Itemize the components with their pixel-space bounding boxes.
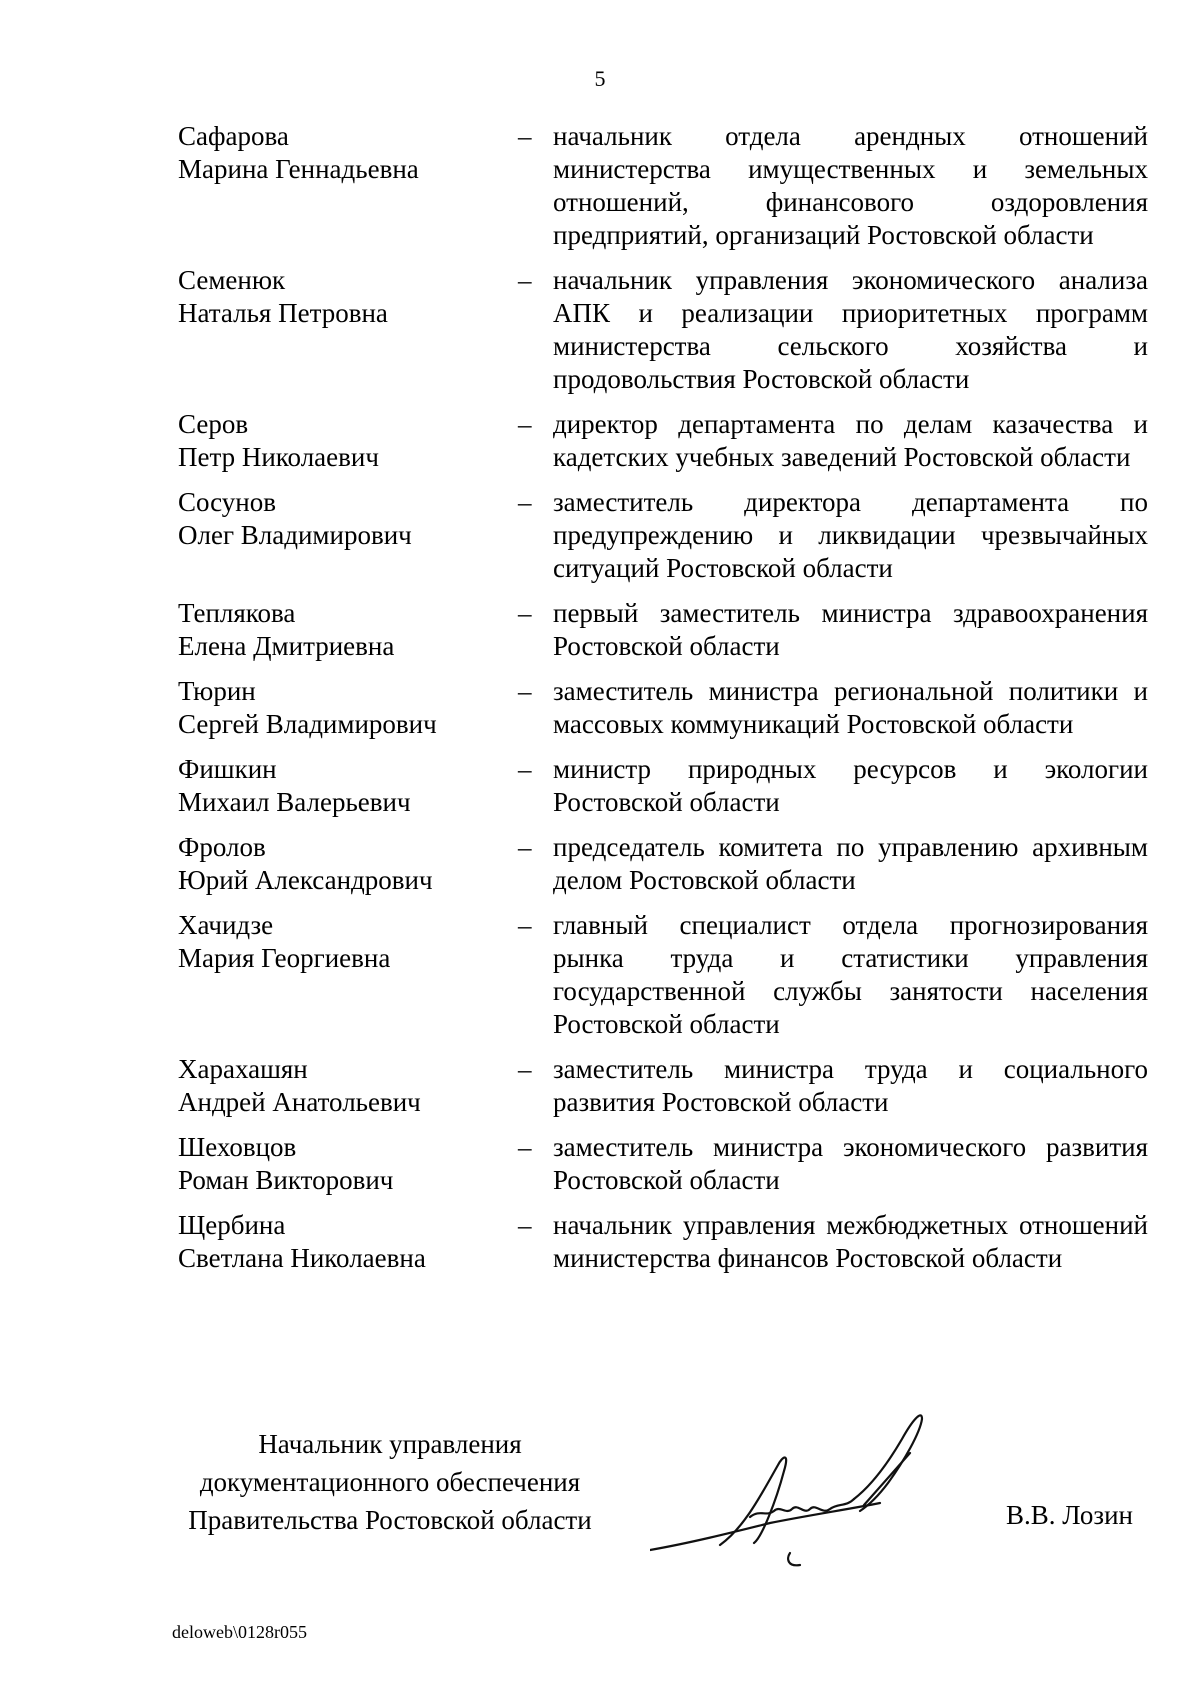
dash-separator: – bbox=[518, 409, 532, 439]
list-item bbox=[178, 408, 1148, 474]
person-name bbox=[178, 753, 518, 819]
person-name bbox=[178, 831, 518, 897]
dash-separator: – bbox=[518, 1210, 532, 1240]
list-item bbox=[178, 264, 1148, 396]
person-name bbox=[178, 120, 518, 186]
surname: Фролов bbox=[178, 832, 266, 862]
person-name bbox=[178, 909, 518, 975]
person-name bbox=[178, 1131, 518, 1197]
given-names: Сергей Владимирович bbox=[178, 709, 437, 739]
signer-name: В.В. Лозин bbox=[1006, 1500, 1133, 1530]
person-position: министр природных ресурсов и экологии Ростовской области bbox=[553, 754, 1148, 817]
dash-separator: – bbox=[518, 265, 532, 295]
person-position: первый заместитель министра здравоохранения Ростовской области bbox=[553, 598, 1148, 661]
signatory-title bbox=[170, 1425, 610, 1539]
given-names: Елена Дмитриевна bbox=[178, 631, 395, 661]
person-name bbox=[178, 597, 518, 663]
person-name bbox=[178, 486, 518, 552]
dash-separator: – bbox=[518, 910, 532, 940]
surname: Теплякова bbox=[178, 598, 296, 628]
handwritten-signature bbox=[650, 1405, 950, 1585]
list-item bbox=[178, 675, 1148, 741]
given-names: Андрей Анатольевич bbox=[178, 1087, 421, 1117]
given-names: Михаил Валерьевич bbox=[178, 787, 411, 817]
document-code: deloweb\0128r055 bbox=[172, 1622, 307, 1642]
person-position: председатель комитета по управлению архивным делом Ростовской области bbox=[553, 832, 1148, 895]
person-position: заместитель министра труда и социального развития Ростовской области bbox=[553, 1054, 1148, 1117]
list-item bbox=[178, 1131, 1148, 1197]
surname: Серов bbox=[178, 409, 249, 439]
list-item bbox=[178, 753, 1148, 819]
person-position: начальник управления межбюджетных отношений министерства финансов Ростовской области bbox=[553, 1210, 1148, 1273]
list-item bbox=[178, 120, 1148, 252]
surname: Фишкин bbox=[178, 754, 277, 784]
list-item bbox=[178, 1053, 1148, 1119]
surname: Шеховцов bbox=[178, 1132, 297, 1162]
person-position: заместитель директора департамента по предупреждению и ликвидации чрезвычайных ситуаций Ростовской области bbox=[553, 487, 1148, 583]
dash-separator: – bbox=[518, 487, 532, 517]
surname: Харахашян bbox=[178, 1054, 308, 1084]
person-name bbox=[178, 1053, 518, 1119]
person-position: главный специалист отдела прогнозирования рынка труда и статистики управления государственной службы занятости населения Ростовской области bbox=[553, 910, 1148, 1039]
dash-separator: – bbox=[518, 121, 532, 151]
surname: Сосунов bbox=[178, 487, 277, 517]
surname: Щербина bbox=[178, 1210, 286, 1240]
list-item bbox=[178, 486, 1148, 585]
person-name bbox=[178, 408, 518, 474]
person-position: начальник управления экономического анализа АПК и реализации приоритетных программ министерства сельского хозяйства и продовольствия Ростовской области bbox=[553, 265, 1148, 394]
given-names: Петр Николаевич bbox=[178, 442, 379, 472]
list-item bbox=[178, 831, 1148, 897]
surname: Сафарова bbox=[178, 121, 289, 151]
list-item bbox=[178, 909, 1148, 1041]
person-name bbox=[178, 264, 518, 330]
list-item bbox=[178, 1209, 1148, 1275]
dash-separator: – bbox=[518, 1054, 532, 1084]
signatory-title-line: Правительства Ростовской области bbox=[188, 1505, 592, 1535]
given-names: Юрий Александрович bbox=[178, 865, 433, 895]
surname: Тюрин bbox=[178, 676, 256, 706]
surname: Семенюк bbox=[178, 265, 286, 295]
person-position: директор департамента по делам казачества и кадетских учебных заведений Ростовской области bbox=[553, 409, 1148, 472]
list-item bbox=[178, 597, 1148, 663]
given-names: Роман Викторович bbox=[178, 1165, 394, 1195]
surname: Хачидзе bbox=[178, 910, 274, 940]
given-names: Мария Георгиевна bbox=[178, 943, 391, 973]
person-name bbox=[178, 1209, 518, 1275]
person-position: заместитель министра экономического развития Ростовской области bbox=[553, 1132, 1148, 1195]
person-position: заместитель министра региональной политики и массовых коммуникаций Ростовской области bbox=[553, 676, 1148, 739]
person-position: начальник отдела арендных отношений министерства имущественных и земельных отношений, финансового оздоровления предприятий, организаций Ростовской области bbox=[553, 121, 1148, 250]
signatory-title-line: Начальник управления bbox=[258, 1429, 522, 1459]
given-names: Марина Геннадьевна bbox=[178, 154, 419, 184]
dash-separator: – bbox=[518, 598, 532, 628]
dash-separator: – bbox=[518, 1132, 532, 1162]
person-name bbox=[178, 675, 518, 741]
dash-separator: – bbox=[518, 832, 532, 862]
given-names: Олег Владимирович bbox=[178, 520, 412, 550]
signatory-title-line: документационного обеспечения bbox=[199, 1467, 581, 1497]
personnel-list bbox=[178, 120, 1148, 1275]
page-number: 5 bbox=[594, 66, 606, 91]
given-names: Наталья Петровна bbox=[178, 298, 388, 328]
dash-separator: – bbox=[518, 754, 532, 784]
given-names: Светлана Николаевна bbox=[178, 1243, 426, 1273]
dash-separator: – bbox=[518, 676, 532, 706]
